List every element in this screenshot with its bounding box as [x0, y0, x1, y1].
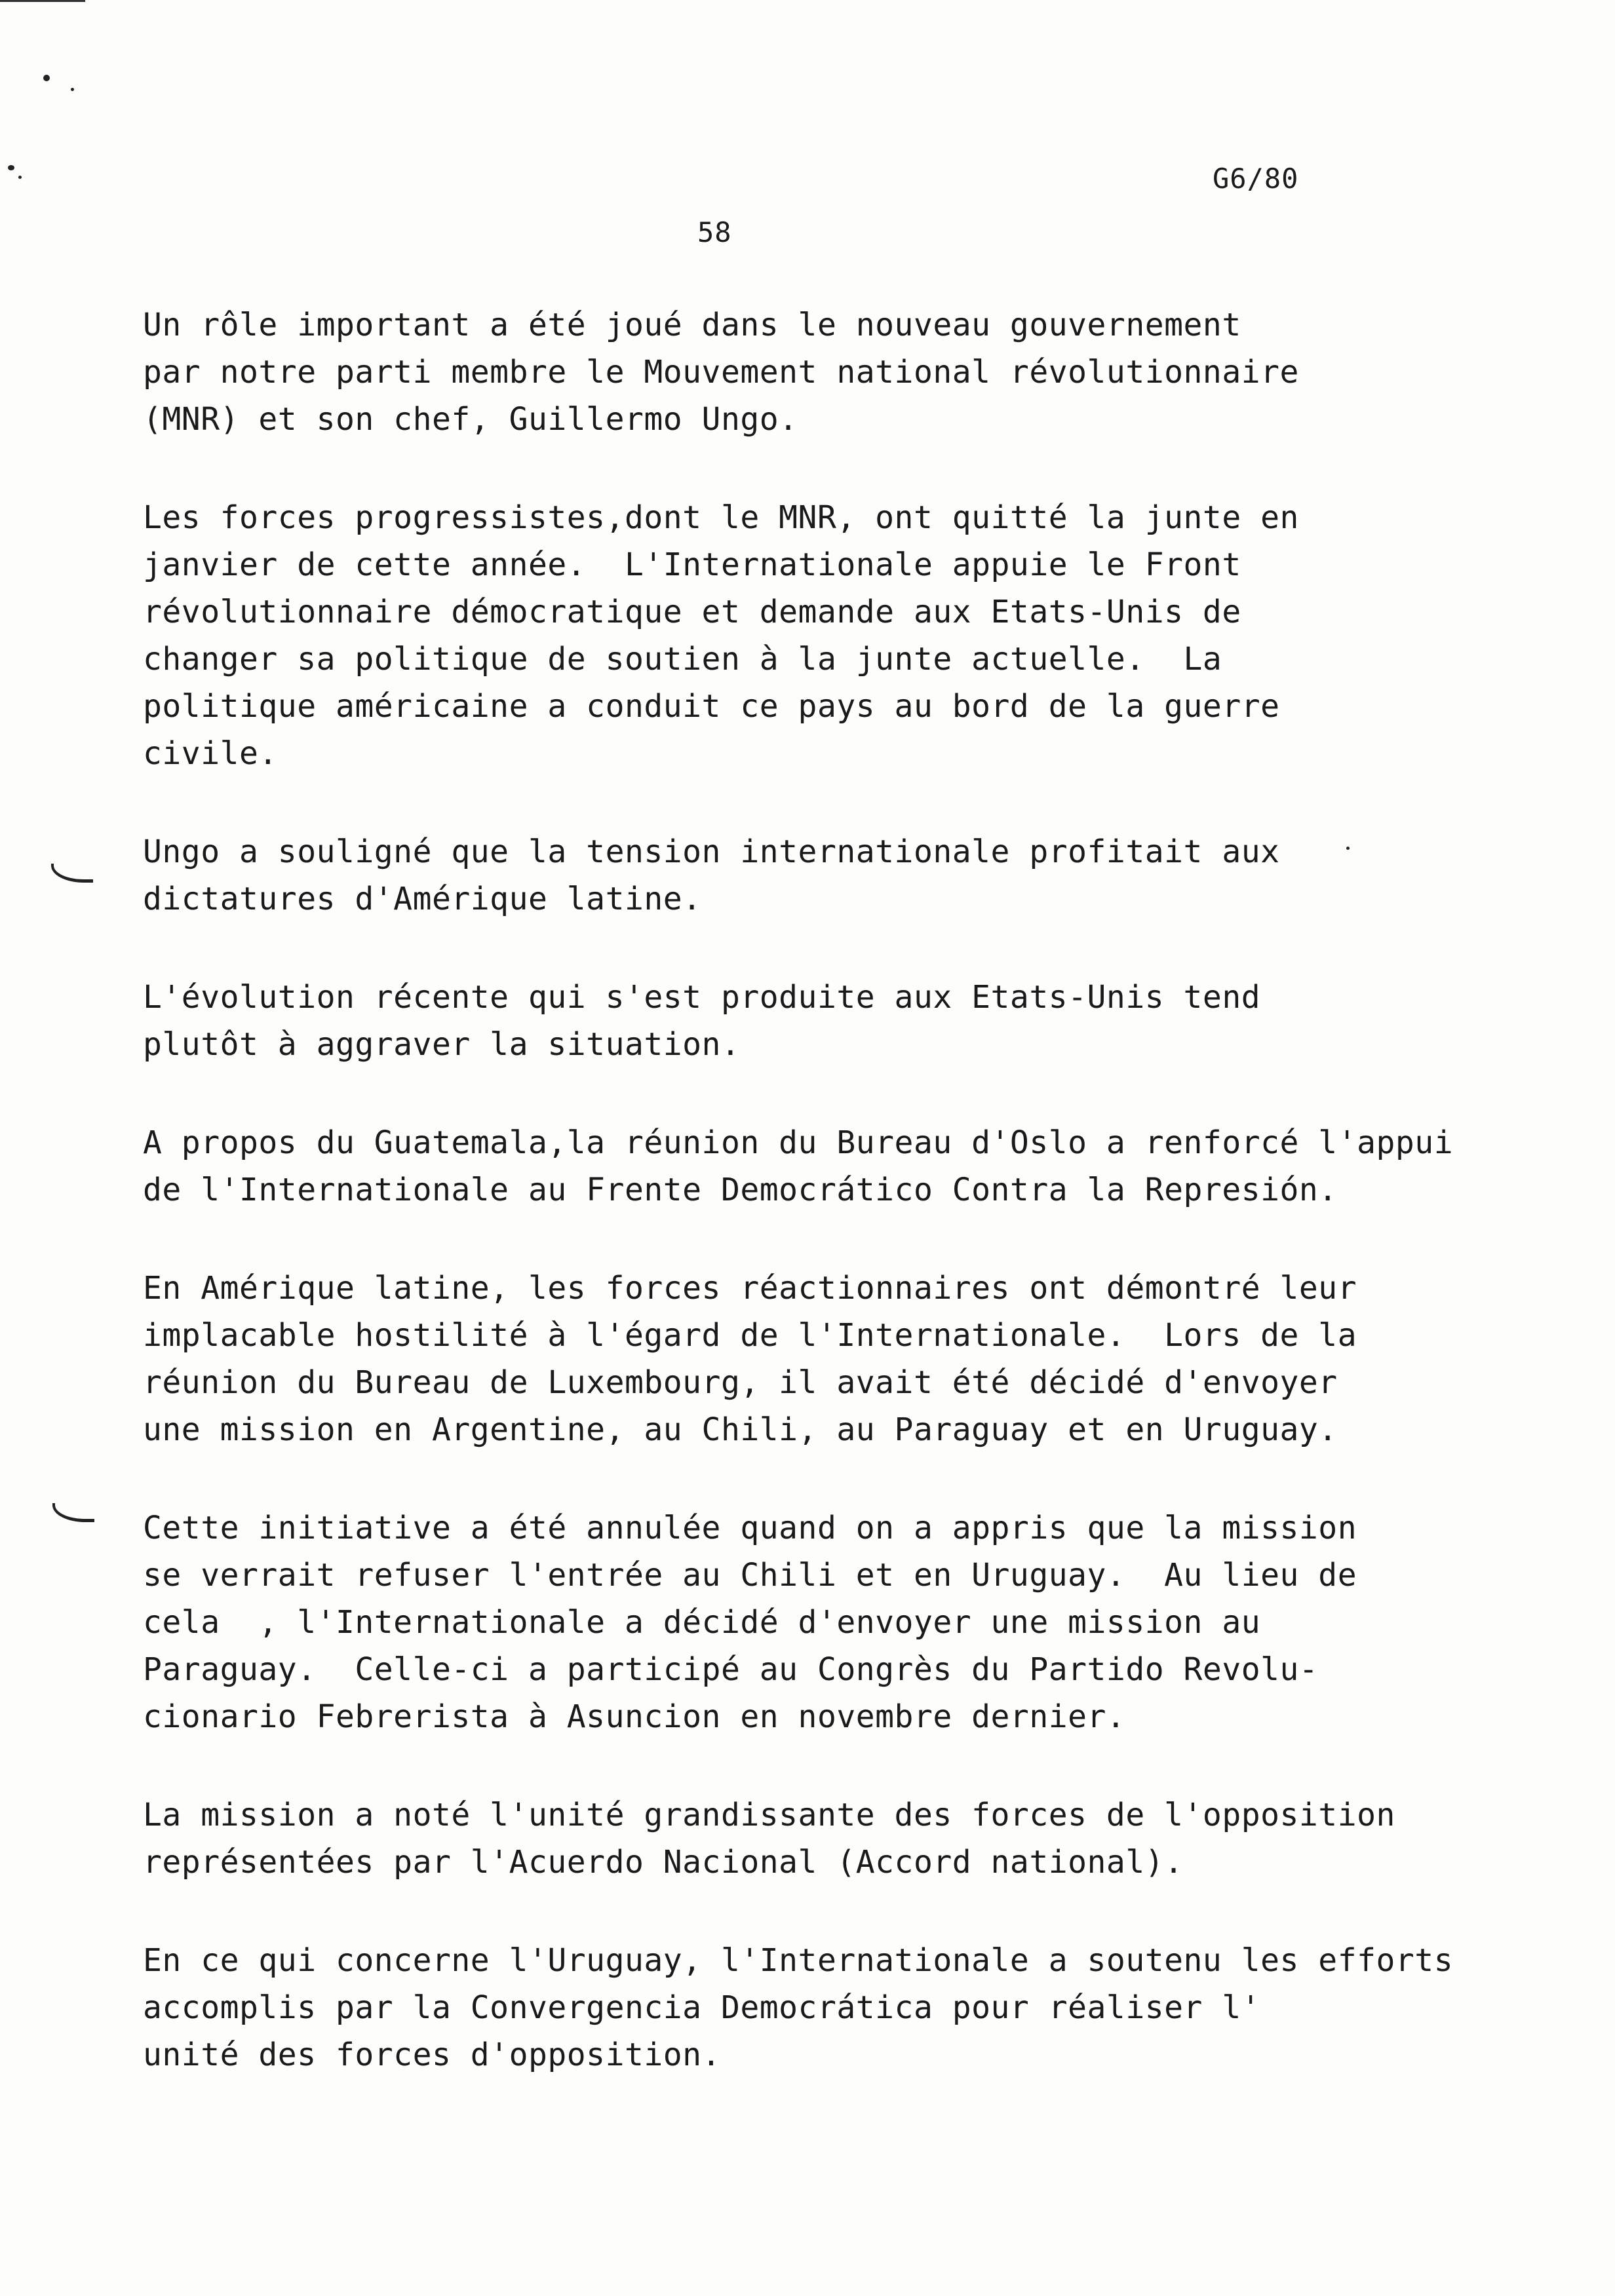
top-edge-rule	[0, 0, 85, 2]
text-line: Paraguay. Celle-ci a participé au Congrès du Partido Revolu-	[143, 1651, 1319, 1688]
paragraph	[143, 828, 1519, 923]
paragraph	[143, 1791, 1519, 1886]
margin-bracket-mark	[52, 1503, 94, 1522]
paragraph	[143, 1119, 1519, 1214]
text-line: représentées par l'Acuerdo Nacional (Accord national).	[143, 1844, 1184, 1881]
text-line: civile.	[143, 735, 278, 772]
text-line: A propos du Guatemala,la réunion du Bureau d'Oslo a renforcé l'appui	[143, 1124, 1454, 1161]
text-line: révolutionnaire démocratique et demande aux Etats-Unis de	[143, 594, 1241, 630]
text-line: changer sa politique de soutien à la junte actuelle. La	[143, 641, 1222, 678]
text-line: Un rôle important a été joué dans le nouveau gouvernement	[143, 307, 1241, 343]
stray-mark	[43, 75, 50, 81]
text-line: cela , l'Internationale a décidé d'envoyer une mission au	[143, 1604, 1261, 1641]
text-line: de l'Internationale au Frente Democrático Contra la Represión.	[143, 1172, 1338, 1208]
text-line: Les forces progressistes,dont le MNR, ont quitté la junte en	[143, 499, 1299, 536]
document-reference: G6/80	[1213, 163, 1299, 195]
stray-mark	[71, 88, 74, 91]
text-line: unité des forces d'opposition.	[143, 2037, 721, 2073]
text-line: politique américaine a conduit ce pays au bord de la guerre	[143, 688, 1280, 725]
text-line: se verrait refuser l'entrée au Chili et en Uruguay. Au lieu de	[143, 1557, 1357, 1594]
paragraph	[143, 494, 1519, 777]
text-line: Cette initiative a été annulée quand on a appris que la mission	[143, 1510, 1357, 1546]
text-line: En ce qui concerne l'Uruguay, l'Internationale a soutenu les efforts	[143, 1942, 1454, 1979]
text-line: Ungo a souligné que la tension internationale profitait aux	[143, 833, 1280, 870]
text-line: réunion du Bureau de Luxembourg, il avait été décidé d'envoyer	[143, 1364, 1338, 1401]
text-line: par notre parti membre le Mouvement national révolutionnaire	[143, 354, 1299, 391]
text-line: L'évolution récente qui s'est produite aux Etats-Unis tend	[143, 979, 1261, 1016]
text-line: cionario Febrerista à Asuncion en novembre dernier.	[143, 1698, 1126, 1735]
text-line: La mission a noté l'unité grandissante des forces de l'opposition	[143, 1797, 1395, 1833]
margin-bracket-mark	[51, 864, 93, 883]
paragraph	[143, 301, 1519, 443]
page-number: 58	[697, 216, 732, 248]
paragraph	[143, 1937, 1519, 2078]
stray-mark	[18, 176, 22, 179]
body-text	[143, 301, 1519, 2130]
paragraph	[143, 1504, 1519, 1740]
text-line: En Amérique latine, les forces réactionnaires ont démontré leur	[143, 1270, 1357, 1307]
text-line: plutôt à aggraver la situation.	[143, 1026, 741, 1063]
text-line: implacable hostilité à l'égard de l'Internationale. Lors de la	[143, 1317, 1357, 1354]
text-line: une mission en Argentine, au Chili, au Paraguay et en Uruguay.	[143, 1411, 1338, 1448]
text-line: dictatures d'Amérique latine.	[143, 881, 702, 917]
text-line: accomplis par la Convergencia Democrática pour réaliser l'	[143, 1989, 1261, 2026]
text-line: (MNR) et son chef, Guillermo Ungo.	[143, 401, 798, 438]
paragraph	[143, 974, 1519, 1068]
paragraph	[143, 1265, 1519, 1453]
stray-mark	[8, 165, 14, 170]
text-line: janvier de cette année. L'Internationale appuie le Front	[143, 546, 1241, 583]
